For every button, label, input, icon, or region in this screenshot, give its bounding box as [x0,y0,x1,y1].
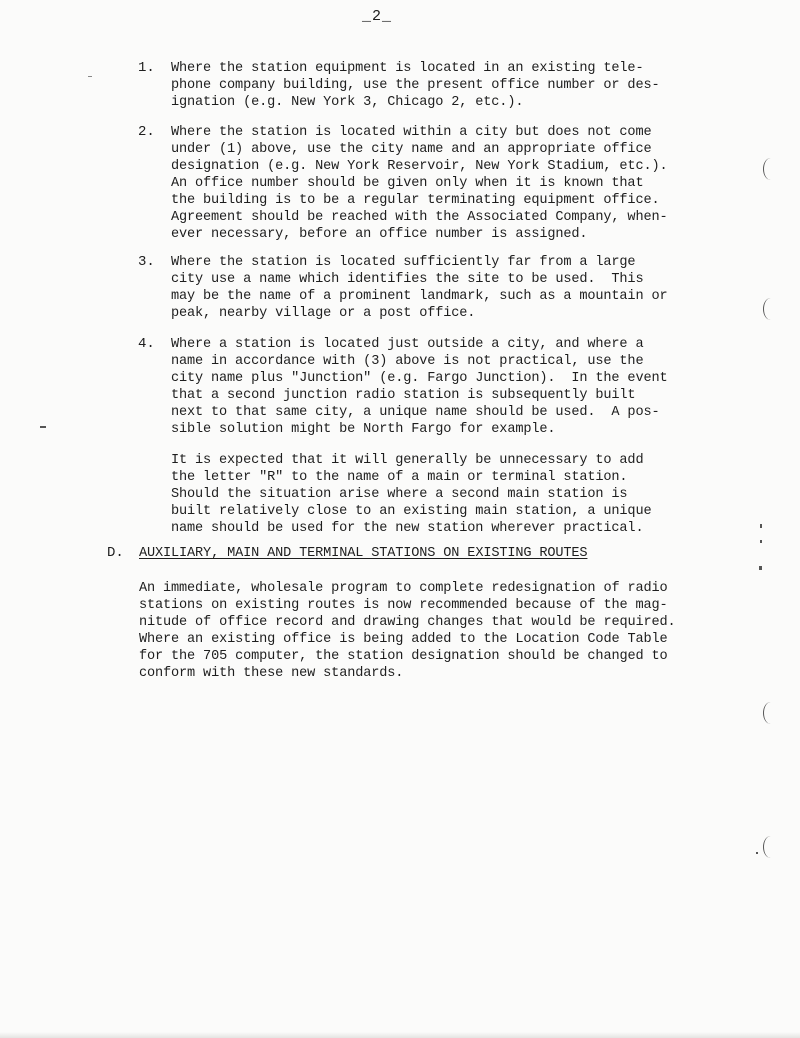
item-number: 3. [138,254,155,270]
text-line: Should the situation arise where a second main station is [171,487,628,502]
item-text [171,124,667,243]
text-line: that a second junction radio station is subsequently built [171,388,636,403]
text-line: Agreement should be reached with the Associated Company, when- [171,210,668,225]
binder-hole-mark [763,836,778,858]
text-line: Where an existing office is being added to the Location Code Table [139,632,668,647]
text-line: for the 705 computer, the station designation should be changed to [139,649,668,664]
section-letter: D. [107,545,124,561]
text-line: It is expected that it will generally be unnecessary to add [171,453,644,468]
text-line: next to that same city, a unique name should be used. A pos- [171,405,660,420]
text-line: ever necessary, before an office number is assigned. [171,227,588,242]
text-line: An office number should be given only when it is known that [171,176,644,191]
text-line: peak, nearby village or a post office. [171,306,476,321]
binder-hole-mark [763,298,778,320]
text-line: Where the station equipment is located in an existing tele- [171,61,644,76]
binder-hole-mark [763,158,778,180]
scan-speck [759,566,762,570]
text-line: the building is to be a regular terminating equipment office. [171,193,660,208]
text-line: nitude of office record and drawing changes that would be required. [139,615,676,630]
item-number: 4. [138,336,155,352]
section-body [139,580,676,682]
scan-speck [756,852,758,854]
text-line: city name plus "Junction" (e.g. Fargo Junction). In the event [171,371,668,386]
scan-speck [40,426,46,428]
text-line: stations on existing routes is now recommended because of the mag- [139,598,668,613]
item-text [171,336,667,438]
scan-speck [88,76,92,77]
text-line: Where the station is located within a city but does not come [171,125,652,140]
text-line: sible solution might be North Fargo for example. [171,422,556,437]
text-line: under (1) above, use the city name and an appropriate office [171,142,652,157]
text-line: Where the station is located sufficiently far from a large [171,255,636,270]
text-line: name in accordance with (3) above is not practical, use the [171,354,644,369]
section-heading: AUXILIARY, MAIN AND TERMINAL STATIONS ON EXISTING ROUTES [139,546,588,561]
text-line: the letter "R" to the name of a main or terminal station. [171,470,628,485]
text-line: An immediate, wholesale program to complete redesignation of radio [139,581,668,596]
text-line: ignation (e.g. New York 3, Chicago 2, etc.). [171,95,524,110]
text-line: Where a station is located just outside a city, and where a [171,337,644,352]
text-line: may be the name of a prominent landmark, such as a mountain or [171,289,668,304]
item-number: 1. [138,60,155,76]
page-number: _2_ [362,8,393,25]
note-paragraph [171,452,651,537]
text-line: name should be used for the new station wherever practical. [171,521,644,536]
scan-speck [760,524,762,528]
item-text [171,254,667,322]
binder-hole-mark [763,702,778,724]
text-line: city use a name which identifies the site to be used. This [171,272,644,287]
text-line: designation (e.g. New York Reservoir, New York Stadium, etc.). [171,159,668,174]
item-text [171,60,659,111]
text-line: phone company building, use the present office number or des- [171,78,660,93]
page-bottom-edge [0,1032,800,1038]
text-line: built relatively close to an existing main station, a unique [171,504,652,519]
text-line: conform with these new standards. [139,666,404,681]
item-number: 2. [138,124,155,140]
scan-speck [760,540,762,543]
